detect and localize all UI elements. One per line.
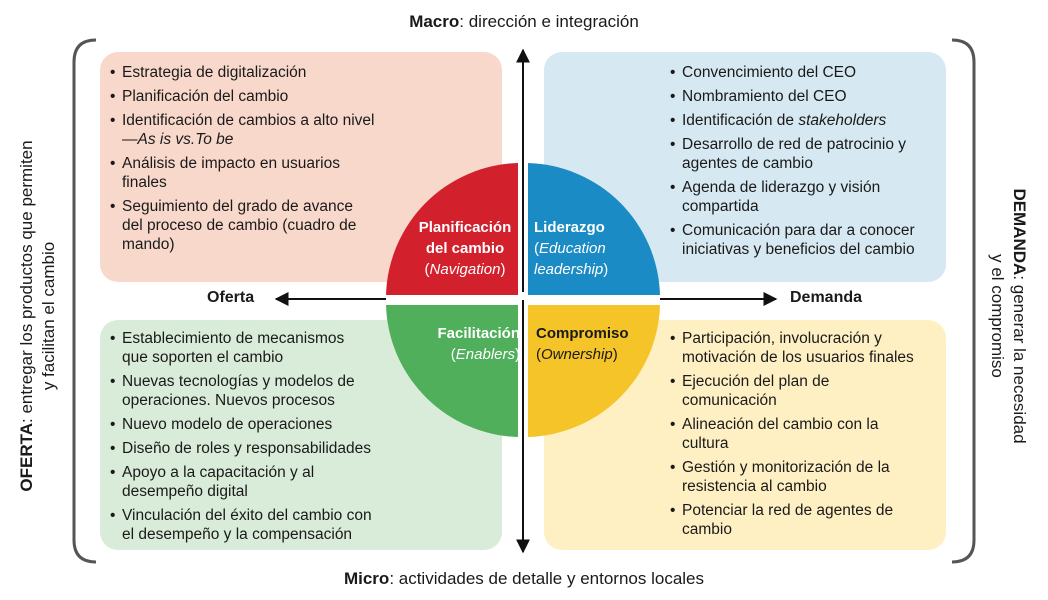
oferta-side-label (16, 56, 60, 576)
list-item-text: • Análisis de impacto en usuarios (122, 155, 340, 172)
paren-close: ) (515, 346, 520, 363)
list-item-text-2: comunicación (682, 392, 777, 409)
segment-leadership-subtitle-1: Education (539, 240, 606, 257)
list-item-text: • Desarrollo de red de patrocinio y (682, 136, 907, 153)
list-item-text: • Identificación de cambios a alto nivel (122, 112, 375, 129)
list-item-text: Identificación de (682, 112, 795, 129)
list-item (110, 63, 400, 82)
list-item (670, 135, 945, 173)
planning-activities-list (110, 63, 400, 259)
paren-open: ( (450, 346, 456, 363)
list-item-text-2: operaciones. Nuevos procesos (122, 392, 335, 409)
list-item-text: • Seguimiento del grado de avance (122, 198, 353, 215)
segment-planning-title-2: del cambio (425, 240, 505, 257)
micro-label-text: : actividades de detalle y entornos locales (389, 569, 705, 588)
paren-close: ) (612, 346, 618, 363)
list-item-text-2: iniciativas y beneficios del cambio (682, 241, 915, 258)
segment-ownership-subtitle: Ownership (541, 346, 613, 363)
axis-label-oferta: Oferta (207, 289, 255, 306)
list-item (110, 329, 400, 367)
segment-planning-subtitle: Navigation (429, 261, 501, 278)
list-item-text-2: cambio (682, 521, 732, 538)
list-item (110, 506, 400, 544)
segment-enablers-subtitle: Enablers (455, 346, 515, 363)
list-item-text: • Apoyo a la capacitación y al (122, 464, 315, 481)
list-item-text: Nombramiento del CEO (682, 88, 847, 105)
paren-close: ) (500, 261, 506, 278)
list-item (670, 329, 940, 367)
list-item-text-em: stakeholders (798, 112, 887, 129)
list-item-text-3: mando) (122, 236, 175, 253)
list-item-text-2: finales (122, 174, 167, 191)
paren-close: ) (603, 261, 609, 278)
list-item (670, 501, 940, 539)
list-item (670, 221, 945, 259)
list-item (110, 463, 400, 501)
list-item-text-2: cultura (682, 435, 729, 452)
list-item (110, 197, 400, 254)
macro-label-bold: Macro (409, 12, 460, 31)
macro-label (0, 12, 1048, 32)
list-item-text-2: el desempeño y la compensación (122, 526, 353, 543)
segment-leadership-title: Liderazgo (534, 219, 605, 236)
list-item (670, 458, 940, 496)
list-item-text: • Comunicación para dar a conocer (682, 222, 915, 239)
list-item (110, 87, 400, 106)
list-item (670, 178, 945, 216)
list-item-text: Convencimiento del CEO (682, 64, 857, 81)
segment-label-leadership (534, 217, 624, 280)
demanda-side-bold: DEMANDA (1010, 188, 1029, 276)
segment-ownership-title: Compromiso (536, 325, 629, 342)
list-item-text-2: desempeño digital (122, 483, 248, 500)
oferta-side-bold: OFERTA (17, 422, 36, 492)
list-item-text: Nuevo modelo de operaciones (122, 416, 333, 433)
list-item-text: • Gestión y monitorización de la (682, 459, 890, 476)
leadership-activities-list (670, 63, 945, 264)
segment-enablers-title: Facilitación (437, 325, 520, 342)
enablers-activities-list (110, 329, 400, 549)
left-bracket (74, 40, 96, 562)
list-item (110, 372, 400, 410)
list-item-text: • Participación, involucración y (682, 330, 882, 347)
list-item-text: • Potenciar la red de agentes de (682, 502, 894, 519)
micro-label (0, 569, 1048, 589)
list-item (110, 439, 400, 458)
right-bracket (952, 40, 974, 562)
segment-leadership-subtitle-2: leadership (534, 261, 604, 278)
list-item-text-2: agentes de cambio (682, 155, 813, 172)
list-item (670, 87, 945, 106)
axis-label-demanda: Demanda (790, 289, 863, 306)
list-item (670, 415, 940, 453)
list-item-text: • Vinculación del éxito del cambio con (122, 507, 372, 524)
list-item-text: Diseño de roles y responsabilidades (122, 440, 372, 457)
list-item (110, 154, 400, 192)
list-item (110, 111, 400, 149)
list-item-text-2: resistencia al cambio (682, 478, 827, 495)
ownership-activities-list (670, 329, 940, 544)
demanda-side-line2: y el compromiso (988, 254, 1007, 378)
list-item (670, 63, 945, 82)
list-item-text: • Nuevas tecnologías y modelos de (122, 373, 355, 390)
list-item-text: • Establecimiento de mecanismos (122, 330, 345, 347)
list-item-text-2: compartida (682, 198, 759, 215)
segment-label-ownership (536, 323, 646, 365)
oferta-side-line2: y facilitan el cambio (39, 241, 58, 391)
list-item-text-2: del proceso de cambio (cuadro de (122, 217, 357, 234)
paren-open: ( (424, 261, 430, 278)
segment-label-planning (406, 217, 524, 280)
list-item-text: Planificación del cambio (122, 88, 289, 105)
list-item-text-2: que soporten el cambio (122, 349, 284, 366)
list-item-text: • Ejecución del plan de (682, 373, 830, 390)
list-item (670, 111, 945, 130)
macro-label-text: : dirección e integración (459, 12, 639, 31)
list-item-text-2: motivación de los usuarios finales (682, 349, 914, 366)
segment-planning-title: Planificación (418, 219, 512, 236)
list-item (670, 372, 940, 410)
demanda-side-text: : generar la necesidad (1010, 275, 1029, 444)
oferta-side-text: : entregar los productos que permiten (17, 140, 36, 423)
list-item (110, 415, 400, 434)
list-item-text-2: —As is vs.To be (122, 131, 234, 148)
list-item-text: Estrategia de digitalización (122, 64, 307, 81)
paren-open: ( (534, 240, 539, 257)
micro-label-bold: Micro (343, 569, 390, 588)
list-item-text: • Agenda de liderazgo y visión (682, 179, 881, 196)
paren-open: ( (536, 346, 541, 363)
segment-label-enablers (420, 323, 520, 365)
list-item-text: • Alineación del cambio con la (682, 416, 879, 433)
demanda-side-label (986, 56, 1030, 576)
